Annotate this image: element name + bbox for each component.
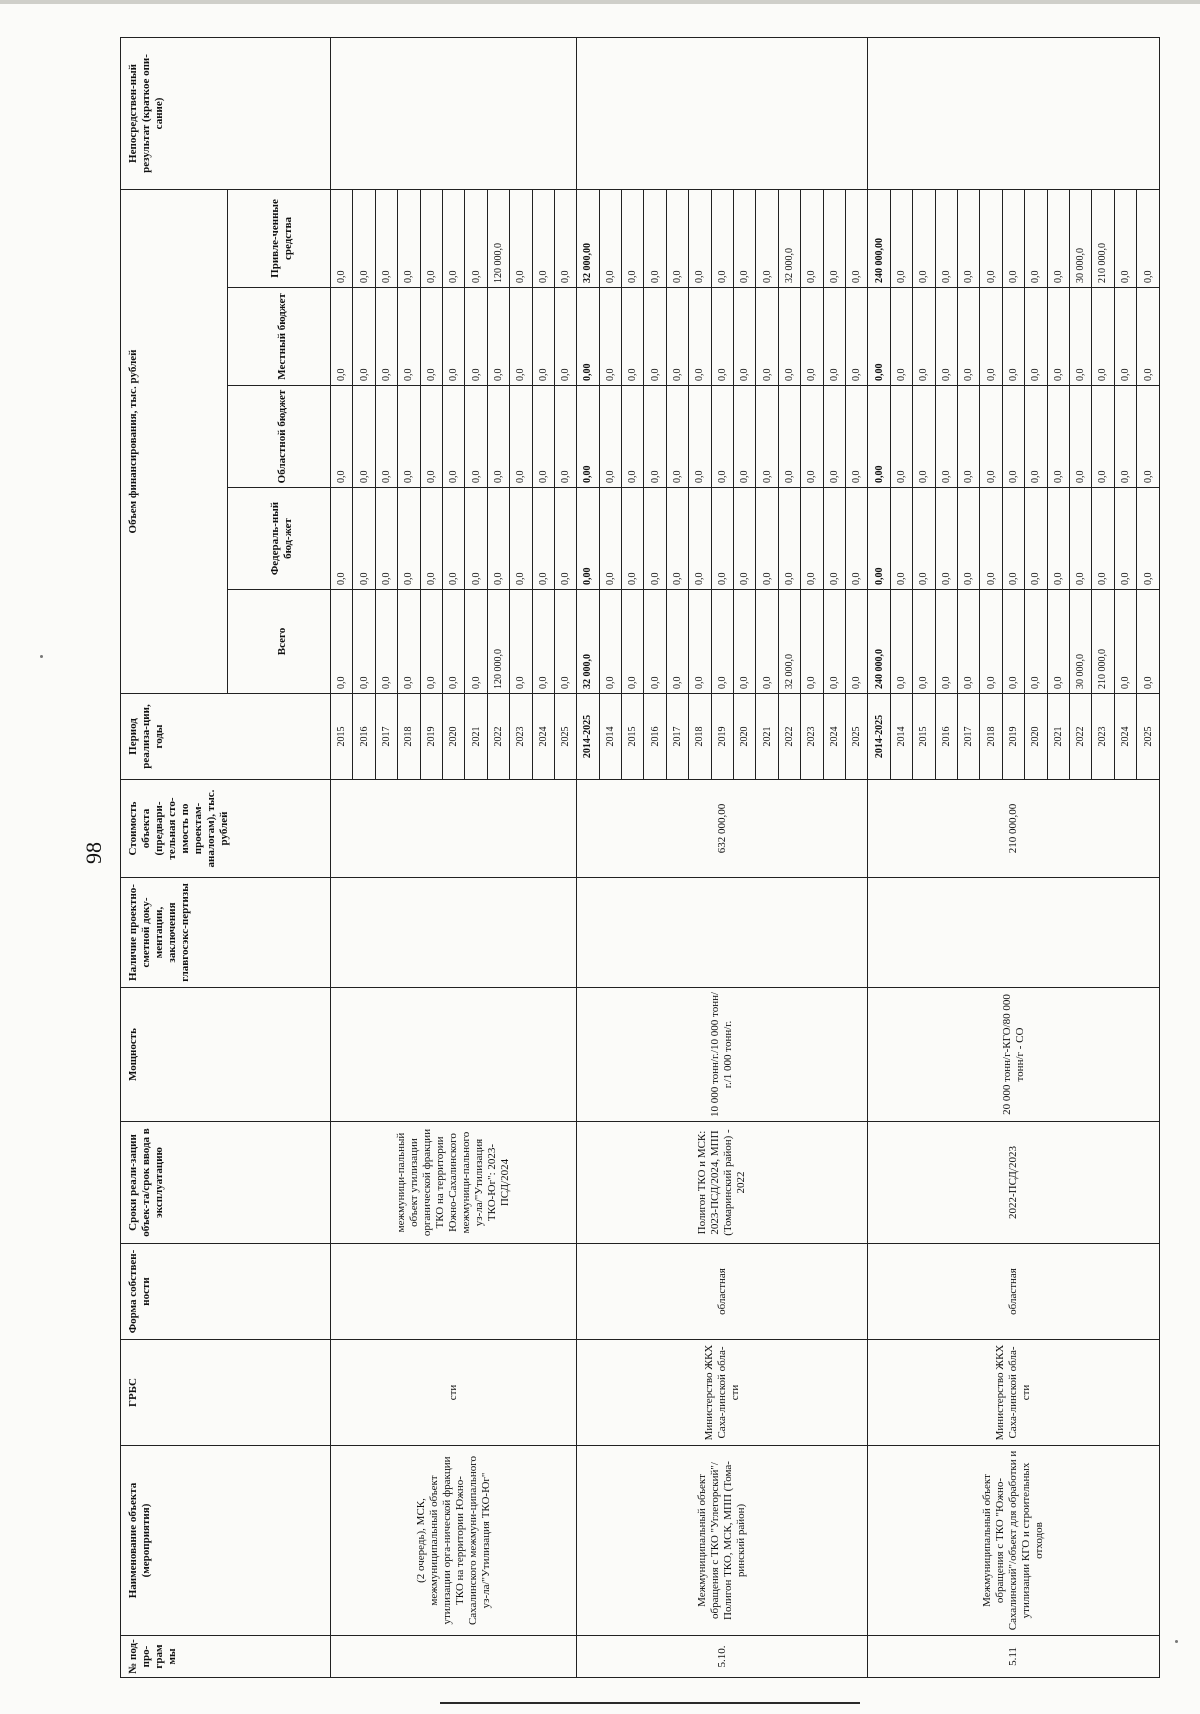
- regional-cell: 0,0: [331, 386, 353, 488]
- regional-cell: 0,0: [420, 386, 442, 488]
- local-cell: 0,0: [823, 288, 845, 386]
- attracted-cell: 0,0: [510, 189, 532, 287]
- regional-cell: 0,0: [823, 386, 845, 488]
- regional-cell: 0,0: [1137, 386, 1160, 488]
- table-body: [331, 37, 1160, 1677]
- period-cell: 2025: [554, 694, 576, 780]
- total-cell: 0,0: [532, 590, 554, 694]
- period-cell: 2019: [1002, 694, 1024, 780]
- header-docs: Наличие проектно-сметной доку-ментации, заключения главгосэкс-пертизы: [121, 878, 331, 988]
- attracted-cell: 0,0: [554, 189, 576, 287]
- local-cell: 0,0: [980, 288, 1002, 386]
- regional-cell: 0,0: [353, 386, 375, 488]
- regional-cell: 0,0: [1114, 386, 1136, 488]
- period-cell: 2024: [1114, 694, 1136, 780]
- period-cell: 2023: [510, 694, 532, 780]
- attracted-cell: 0,0: [420, 189, 442, 287]
- federal-cell: 0,0: [980, 488, 1002, 590]
- attracted-cell: 210 000,0: [1092, 189, 1114, 287]
- total-cell: 0,0: [823, 590, 845, 694]
- regional-cell: 0,0: [689, 386, 711, 488]
- local-cell: 0,0: [532, 288, 554, 386]
- federal-cell: 0,0: [331, 488, 353, 590]
- local-cell: 0,0: [554, 288, 576, 386]
- period-cell: 2018: [398, 694, 420, 780]
- federal-cell: 0,0: [711, 488, 733, 590]
- header-period: Период реализа-ции, годы: [121, 694, 331, 780]
- regional-cell: 0,00: [577, 386, 599, 488]
- federal-cell: 0,0: [1137, 488, 1160, 590]
- attracted-cell: 32 000,0: [778, 189, 800, 287]
- regional-cell: 0,0: [913, 386, 935, 488]
- header-ownership: Форма собствен-ности: [121, 1244, 331, 1340]
- local-cell: 0,0: [756, 288, 778, 386]
- regional-cell: 0,0: [935, 386, 957, 488]
- attracted-cell: 120 000,0: [487, 189, 509, 287]
- local-cell: 0,0: [845, 288, 867, 386]
- regional-cell: 0,0: [599, 386, 621, 488]
- local-cell: 0,0: [599, 288, 621, 386]
- total-cell: 0,0: [980, 590, 1002, 694]
- object-ownership: [331, 1244, 577, 1340]
- period-cell: 2017: [375, 694, 397, 780]
- regional-cell: 0,0: [554, 386, 576, 488]
- local-cell: 0,0: [801, 288, 823, 386]
- attracted-cell: 0,0: [331, 189, 353, 287]
- attracted-cell: 0,0: [756, 189, 778, 287]
- federal-cell: 0,0: [375, 488, 397, 590]
- total-cell: 0,0: [622, 590, 644, 694]
- object-capacity: 20 000 тонн/г-КГО/80 000 тонн/г - СО: [868, 988, 1160, 1122]
- object-capacity: 10 000 тонн/г./10 000 тонн/г./1 000 тонн/г.: [577, 988, 868, 1122]
- header-attracted: Привле-ченные средства: [228, 189, 331, 287]
- header-name: Наименование объекта (мероприятия): [121, 1446, 331, 1636]
- attracted-cell: 0,0: [1114, 189, 1136, 287]
- total-cell: 0,0: [711, 590, 733, 694]
- regional-cell: 0,0: [1025, 386, 1047, 488]
- total-cell: 0,0: [666, 590, 688, 694]
- object-cost: 210 000,00: [868, 780, 1160, 878]
- local-cell: 0,0: [711, 288, 733, 386]
- local-cell: 0,0: [778, 288, 800, 386]
- attracted-cell: 0,0: [599, 189, 621, 287]
- regional-cell: 0,0: [375, 386, 397, 488]
- local-cell: 0,0: [1137, 288, 1160, 386]
- local-cell: 0,0: [331, 288, 353, 386]
- local-cell: 0,0: [1069, 288, 1091, 386]
- object-number: 5.11: [868, 1636, 1160, 1678]
- federal-cell: 0,0: [801, 488, 823, 590]
- period-cell: 2021: [465, 694, 487, 780]
- local-cell: 0,0: [935, 288, 957, 386]
- regional-cell: 0,0: [1002, 386, 1024, 488]
- total-cell: 0,0: [465, 590, 487, 694]
- object-number: 5.10.: [577, 1636, 868, 1678]
- object-grbs: Министерство ЖКХ Саха-линской обла-сти: [868, 1340, 1160, 1446]
- local-cell: 0,0: [375, 288, 397, 386]
- period-cell: 2022: [487, 694, 509, 780]
- total-cell: 0,0: [554, 590, 576, 694]
- table-row: [577, 37, 599, 1677]
- total-cell: 0,0: [375, 590, 397, 694]
- regional-cell: 0,0: [778, 386, 800, 488]
- total-cell: 0,0: [890, 590, 912, 694]
- regional-cell: 0,0: [442, 386, 464, 488]
- regional-cell: 0,0: [510, 386, 532, 488]
- total-cell: 32 000,0: [778, 590, 800, 694]
- object-terms: 2022-ПСД/2023: [868, 1122, 1160, 1244]
- local-cell: 0,0: [734, 288, 756, 386]
- local-cell: 0,0: [1025, 288, 1047, 386]
- period-cell: 2015: [331, 694, 353, 780]
- object-ownership: областная: [577, 1244, 868, 1340]
- total-cell: 32 000,0: [577, 590, 599, 694]
- header-cost: Стоимость объекта (предвари-тельная сто-имость по проектам-аналогам), тыс. рублей: [121, 780, 331, 878]
- local-cell: 0,00: [868, 288, 890, 386]
- total-cell: 0,0: [1002, 590, 1024, 694]
- attracted-cell: 0,0: [711, 189, 733, 287]
- attracted-cell: 0,0: [957, 189, 979, 287]
- attracted-cell: 0,0: [375, 189, 397, 287]
- federal-cell: 0,0: [420, 488, 442, 590]
- regional-cell: 0,0: [890, 386, 912, 488]
- result-cell: [331, 37, 577, 189]
- regional-cell: 0,0: [734, 386, 756, 488]
- total-cell: 0,0: [353, 590, 375, 694]
- attracted-cell: 0,0: [845, 189, 867, 287]
- total-cell: 210 000,0: [1092, 590, 1114, 694]
- federal-cell: 0,0: [1069, 488, 1091, 590]
- local-cell: 0,0: [420, 288, 442, 386]
- result-cell: [577, 37, 868, 189]
- object-name: Межмуниципальный объект обращения с ТКО "Углегорский"/Полигон ТКО, МСК, МПП (Тома-ринский район): [577, 1446, 868, 1636]
- federal-cell: 0,0: [756, 488, 778, 590]
- attracted-cell: 0,0: [935, 189, 957, 287]
- federal-cell: 0,0: [935, 488, 957, 590]
- attracted-cell: 0,0: [1002, 189, 1024, 287]
- total-cell: 0,0: [331, 590, 353, 694]
- period-cell: 2016: [935, 694, 957, 780]
- header-grbs: ГРБС: [121, 1340, 331, 1446]
- sheet-content: [120, 38, 1160, 1678]
- regional-cell: 0,0: [398, 386, 420, 488]
- total-cell: 0,0: [935, 590, 957, 694]
- result-cell: [868, 37, 1160, 189]
- object-docs: [868, 878, 1160, 988]
- attracted-cell: 0,0: [666, 189, 688, 287]
- regional-cell: 0,0: [465, 386, 487, 488]
- header-no: № под-про-грам мы: [121, 1636, 331, 1678]
- attracted-cell: 0,0: [823, 189, 845, 287]
- federal-cell: 0,0: [398, 488, 420, 590]
- attracted-cell: 0,0: [353, 189, 375, 287]
- period-cell: 2018: [689, 694, 711, 780]
- object-capacity: [331, 988, 577, 1122]
- total-cell: 30 000,0: [1069, 590, 1091, 694]
- federal-cell: 0,0: [778, 488, 800, 590]
- attracted-cell: 0,0: [689, 189, 711, 287]
- period-cell: 2024: [823, 694, 845, 780]
- federal-cell: 0,0: [845, 488, 867, 590]
- local-cell: 0,0: [622, 288, 644, 386]
- attracted-cell: 0,0: [1137, 189, 1160, 287]
- attracted-cell: 0,0: [890, 189, 912, 287]
- total-cell: 0,0: [420, 590, 442, 694]
- table-row: [868, 37, 890, 1677]
- period-cell: 2017: [666, 694, 688, 780]
- federal-cell: 0,0: [734, 488, 756, 590]
- federal-cell: 0,0: [599, 488, 621, 590]
- period-cell: 2025: [845, 694, 867, 780]
- period-cell: 2014: [890, 694, 912, 780]
- total-cell: 0,0: [734, 590, 756, 694]
- federal-cell: 0,0: [532, 488, 554, 590]
- total-cell: 0,0: [801, 590, 823, 694]
- attracted-cell: 32 000,00: [577, 189, 599, 287]
- object-name: (2 очередь), МСК, межмуниципальный объект утилизации орга-нической фракции ТКО на территории Южно-Сахалинского межмуни-ципального уз-ла/"Утилизация ТКО-Юг": [331, 1446, 577, 1636]
- total-cell: 0,0: [1114, 590, 1136, 694]
- local-cell: 0,0: [353, 288, 375, 386]
- header-result: Непосредствен-ный результат (краткое опи-сание): [121, 37, 331, 189]
- federal-cell: 0,0: [353, 488, 375, 590]
- federal-cell: 0,0: [689, 488, 711, 590]
- attracted-cell: 0,0: [801, 189, 823, 287]
- object-docs: [331, 878, 577, 988]
- regional-cell: 0,0: [711, 386, 733, 488]
- local-cell: 0,0: [957, 288, 979, 386]
- period-cell: 2019: [711, 694, 733, 780]
- header-federal: Федераль-ный бюд-жет: [228, 488, 331, 590]
- period-cell: 2020: [1025, 694, 1047, 780]
- federal-cell: 0,0: [1025, 488, 1047, 590]
- attracted-cell: 0,0: [644, 189, 666, 287]
- federal-cell: 0,0: [890, 488, 912, 590]
- attracted-cell: 0,0: [734, 189, 756, 287]
- period-cell: 2023: [801, 694, 823, 780]
- regional-cell: 0,0: [845, 386, 867, 488]
- regional-cell: 0,0: [532, 386, 554, 488]
- header-terms: Сроки реали-зации объек-та/срок ввода в эксплуатацию: [121, 1122, 331, 1244]
- federal-cell: 0,0: [644, 488, 666, 590]
- local-cell: 0,0: [689, 288, 711, 386]
- total-cell: 0,0: [913, 590, 935, 694]
- federal-cell: 0,0: [957, 488, 979, 590]
- period-cell: 2021: [1047, 694, 1069, 780]
- local-cell: 0,0: [442, 288, 464, 386]
- regional-cell: 0,0: [644, 386, 666, 488]
- attracted-cell: 0,0: [398, 189, 420, 287]
- period-cell: 2024: [532, 694, 554, 780]
- object-terms: Полигон ТКО и МСК: 2023-ПСД/2024, МПП (Томаринский район) - 2022: [577, 1122, 868, 1244]
- period-cell: 2023: [1092, 694, 1114, 780]
- object-cost: [331, 780, 577, 878]
- attracted-cell: 0,0: [532, 189, 554, 287]
- table-row: [331, 37, 353, 1677]
- scan-top-edge: [0, 0, 1200, 4]
- regional-cell: 0,0: [487, 386, 509, 488]
- object-grbs: Министерство ЖКХ Саха-линской обла-сти: [577, 1340, 868, 1446]
- object-docs: [577, 878, 868, 988]
- attracted-cell: 30 000,0: [1069, 189, 1091, 287]
- header-total: Всего: [228, 590, 331, 694]
- object-terms: межмуници-пальный объект утилизации органической фракции ТКО на территории Южно-Сахалинского межмуници-пального уз-ла/"Утилизация ТКО-Юг": 2023-ПСД/2024: [331, 1122, 577, 1244]
- local-cell: 0,0: [913, 288, 935, 386]
- local-cell: 0,0: [644, 288, 666, 386]
- federal-cell: 0,0: [465, 488, 487, 590]
- object-grbs: сти: [331, 1340, 577, 1446]
- total-cell: 0,0: [689, 590, 711, 694]
- period-cell: 2015: [913, 694, 935, 780]
- scan-bottom-line: [440, 1702, 860, 1704]
- federal-cell: 0,0: [510, 488, 532, 590]
- attracted-cell: 0,0: [622, 189, 644, 287]
- total-cell: 0,0: [957, 590, 979, 694]
- regional-cell: 0,0: [666, 386, 688, 488]
- total-cell: 0,0: [1137, 590, 1160, 694]
- period-cell: 2018: [980, 694, 1002, 780]
- period-cell: 2017: [957, 694, 979, 780]
- period-cell: 2016: [353, 694, 375, 780]
- regional-cell: 0,0: [980, 386, 1002, 488]
- total-cell: 0,0: [756, 590, 778, 694]
- local-cell: 0,0: [465, 288, 487, 386]
- attracted-cell: 0,0: [465, 189, 487, 287]
- period-cell: 2020: [734, 694, 756, 780]
- period-cell: 2014-2025: [868, 694, 890, 780]
- attracted-cell: 0,0: [1047, 189, 1069, 287]
- local-cell: 0,0: [666, 288, 688, 386]
- local-cell: 0,0: [398, 288, 420, 386]
- period-cell: 2015: [622, 694, 644, 780]
- federal-cell: 0,0: [554, 488, 576, 590]
- object-cost: 632 000,00: [577, 780, 868, 878]
- local-cell: 0,0: [1047, 288, 1069, 386]
- period-cell: 2022: [1069, 694, 1091, 780]
- scan-speck: [1175, 1640, 1178, 1643]
- federal-cell: 0,0: [666, 488, 688, 590]
- local-cell: 0,0: [487, 288, 509, 386]
- federal-cell: 0,0: [622, 488, 644, 590]
- federal-cell: 0,00: [868, 488, 890, 590]
- total-cell: 240 000,0: [868, 590, 890, 694]
- funding-table: [120, 37, 1160, 1678]
- local-cell: 0,0: [1002, 288, 1024, 386]
- regional-cell: 0,0: [1069, 386, 1091, 488]
- local-cell: 0,00: [577, 288, 599, 386]
- rotated-sheet: [120, 38, 1160, 1678]
- period-cell: 2025: [1137, 694, 1160, 780]
- scan-speck: [40, 655, 43, 658]
- total-cell: 0,0: [510, 590, 532, 694]
- local-cell: 0,0: [1092, 288, 1114, 386]
- header-local: Местный бюджет: [228, 288, 331, 386]
- local-cell: 0,0: [1114, 288, 1136, 386]
- attracted-cell: 0,0: [980, 189, 1002, 287]
- regional-cell: 0,0: [622, 386, 644, 488]
- page-number: 98: [81, 842, 106, 864]
- attracted-cell: 0,0: [442, 189, 464, 287]
- total-cell: 0,0: [845, 590, 867, 694]
- regional-cell: 0,0: [957, 386, 979, 488]
- regional-cell: 0,0: [1092, 386, 1114, 488]
- period-cell: 2019: [420, 694, 442, 780]
- attracted-cell: 0,0: [913, 189, 935, 287]
- object-ownership: областная: [868, 1244, 1160, 1340]
- total-cell: 0,0: [398, 590, 420, 694]
- period-cell: 2014: [599, 694, 621, 780]
- attracted-cell: 0,0: [1025, 189, 1047, 287]
- header-funding-group: Объем финансирования, тыс. рублей: [121, 189, 228, 693]
- federal-cell: 0,0: [1002, 488, 1024, 590]
- period-cell: 2020: [442, 694, 464, 780]
- regional-cell: 0,00: [868, 386, 890, 488]
- federal-cell: 0,0: [442, 488, 464, 590]
- regional-cell: 0,0: [1047, 386, 1069, 488]
- local-cell: 0,0: [890, 288, 912, 386]
- federal-cell: 0,0: [1092, 488, 1114, 590]
- federal-cell: 0,0: [913, 488, 935, 590]
- federal-cell: 0,0: [1114, 488, 1136, 590]
- header-regional: Областной бюджет: [228, 386, 331, 488]
- federal-cell: 0,0: [487, 488, 509, 590]
- regional-cell: 0,0: [756, 386, 778, 488]
- period-cell: 2021: [756, 694, 778, 780]
- total-cell: 0,0: [644, 590, 666, 694]
- total-cell: 120 000,0: [487, 590, 509, 694]
- header-capacity: Мощность: [121, 988, 331, 1122]
- object-number: [331, 1636, 577, 1678]
- period-cell: 2022: [778, 694, 800, 780]
- total-cell: 0,0: [599, 590, 621, 694]
- federal-cell: 0,00: [577, 488, 599, 590]
- federal-cell: 0,0: [1047, 488, 1069, 590]
- federal-cell: 0,0: [823, 488, 845, 590]
- object-name: Межмуниципальный объект обращения с ТКО "Южно-Сахалинский"/объект для обработки и утилизации КГО и строительных отходов: [868, 1446, 1160, 1636]
- total-cell: 0,0: [1047, 590, 1069, 694]
- local-cell: 0,0: [510, 288, 532, 386]
- regional-cell: 0,0: [801, 386, 823, 488]
- table-header: [121, 37, 331, 1677]
- total-cell: 0,0: [442, 590, 464, 694]
- attracted-cell: 240 000,00: [868, 189, 890, 287]
- period-cell: 2014-2025: [577, 694, 599, 780]
- total-cell: 0,0: [1025, 590, 1047, 694]
- period-cell: 2016: [644, 694, 666, 780]
